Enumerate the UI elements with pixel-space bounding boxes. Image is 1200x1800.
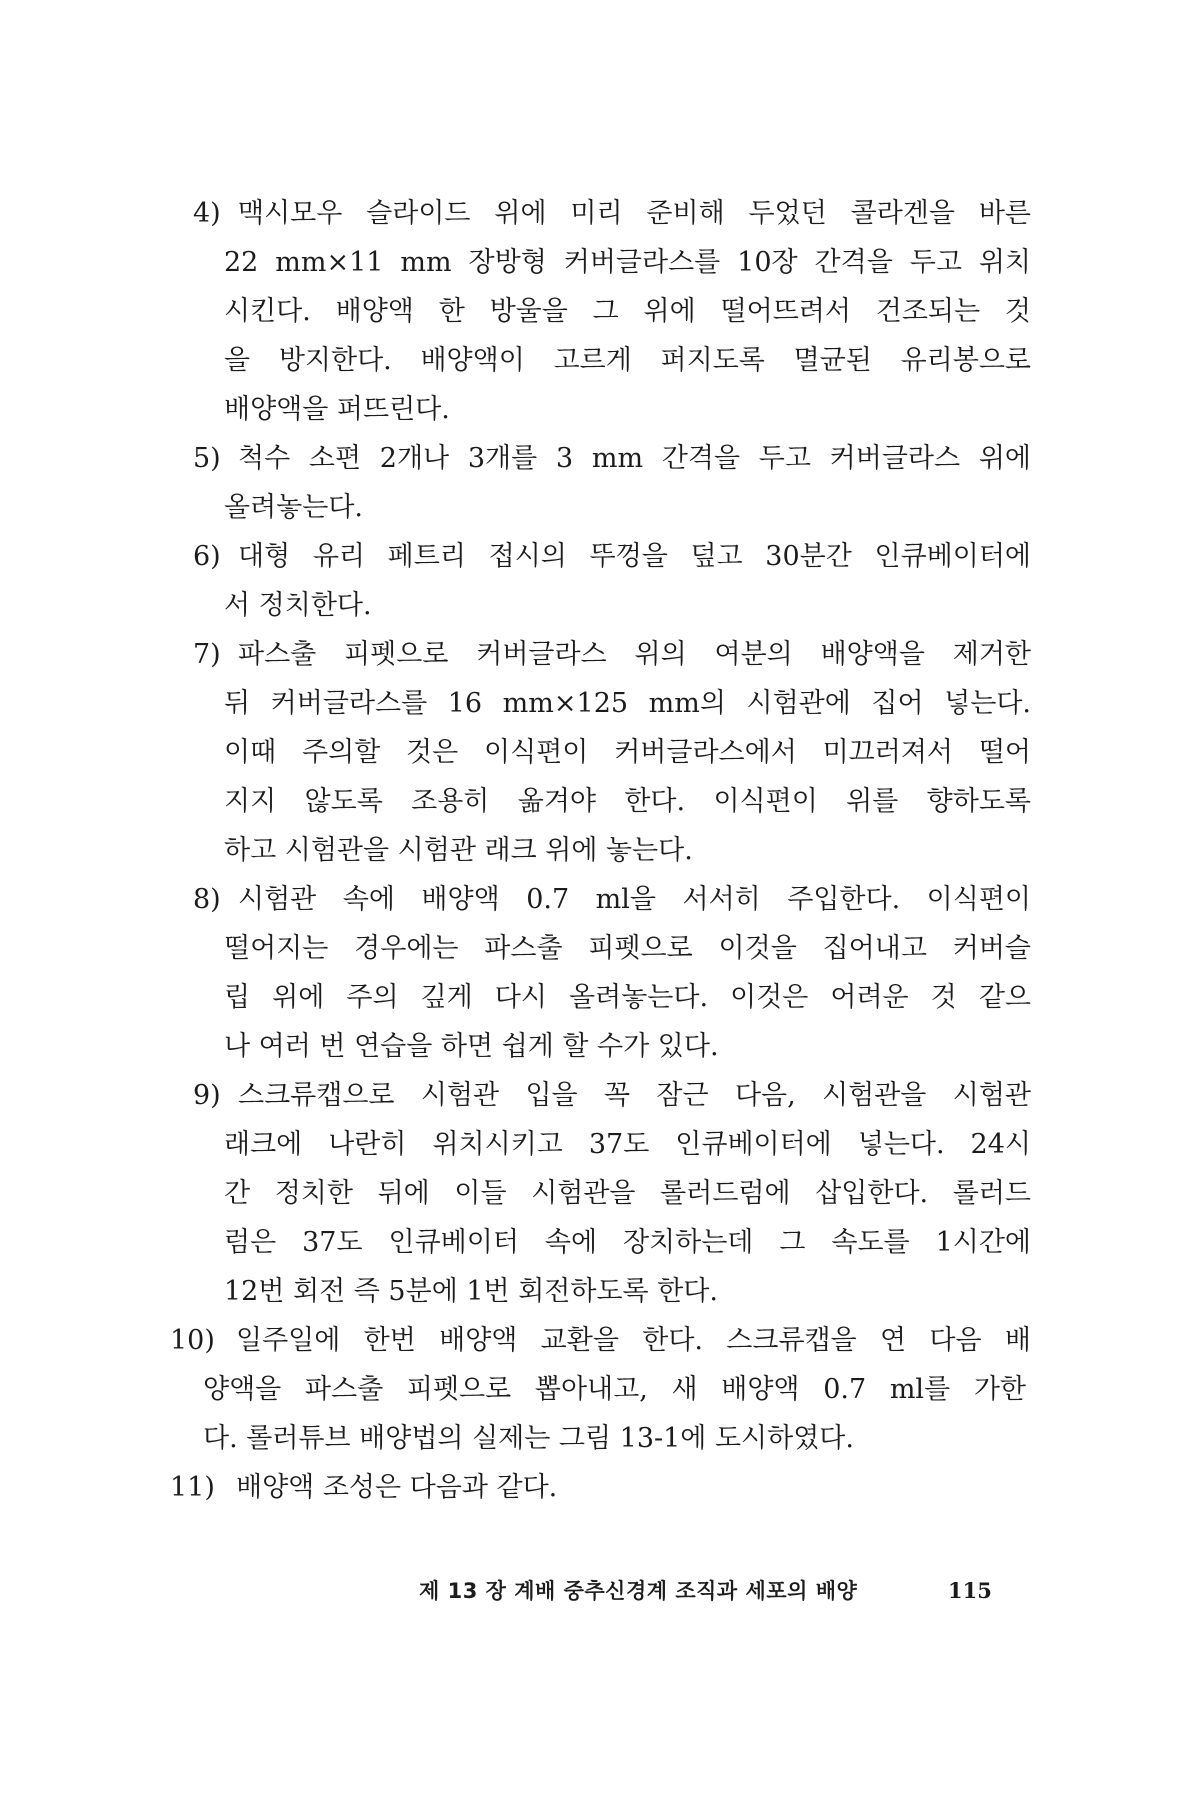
item-text: 대형 유리 페트리 접시의 뚜껑을 덮고 30분간 인큐베이터에 [238, 541, 1031, 572]
item-9-line-5: 12번 회전 즉 5분에 1번 회전하도록 한다. [224, 1276, 718, 1307]
item-number: 11) [170, 1472, 215, 1503]
item-7-line-5: 하고 시험관을 시험관 래크 위에 놓는다. [224, 835, 693, 866]
item-text: 척수 소편 2개나 3개를 3 mm 간격을 두고 커버글라스 위에 [238, 443, 1031, 474]
item-4-line-2: 22 mm×11 mm 장방형 커버글라스를 10장 간격을 두고 위치 [224, 247, 1031, 278]
item-number: 6) [193, 541, 221, 572]
item-8-line-2: 떨어지는 경우에는 파스출 피펫으로 이것을 집어내고 커버슬 [224, 933, 1031, 964]
item-number: 5) [193, 443, 221, 474]
item-10-line-2: 양액을 파스출 피펫으로 뽑아내고, 새 배양액 0.7 ml를 가한 [203, 1374, 1026, 1405]
item-number: 9) [193, 1080, 221, 1111]
item-7-line-2: 뒤 커버글라스를 16 mm×125 mm의 시험관에 집어 넣는다. [224, 688, 1031, 719]
item-text: 맥시모우 슬라이드 위에 미리 준비해 두었던 콜라겐을 바른 [238, 198, 1031, 229]
item-number: 7) [193, 639, 221, 670]
item-11-line-1 [170, 1463, 1031, 1512]
item-9-line-4: 럼은 37도 인큐베이터 속에 장치하는데 그 속도를 1시간에 [224, 1227, 1031, 1258]
item-8-line-1 [193, 875, 1031, 924]
item-4-line-4: 을 방지한다. 배양액이 고르게 퍼지도록 멸균된 유리봉으로 [224, 345, 1031, 376]
page-footer [419, 1576, 1039, 1606]
item-7-line-1 [193, 630, 1031, 679]
item-text: 일주일에 한번 배양액 교환을 한다. 스크류캡을 연 다음 배 [236, 1325, 1031, 1356]
item-number: 4) [193, 198, 221, 229]
item-5-line-2: 올려놓는다. [224, 492, 363, 523]
item-10-line-3: 다. 롤러튜브 배양법의 실제는 그림 13-1에 도시하였다. [203, 1423, 854, 1454]
item-text: 파스출 피펫으로 커버글라스 위의 여분의 배양액을 제거한 [238, 639, 1031, 670]
item-6-line-1 [193, 532, 1031, 581]
item-7-line-3: 이때 주의할 것은 이식편이 커버글라스에서 미끄러져서 떨어 [224, 737, 1031, 768]
item-9-line-1 [193, 1071, 1031, 1120]
item-5-line-1 [193, 434, 1031, 483]
item-6-line-2: 서 정치한다. [224, 590, 372, 621]
item-7-line-4: 지지 않도록 조용히 옮겨야 한다. 이식편이 위를 향하도록 [224, 786, 1031, 817]
item-text: 시험관 속에 배양액 0.7 ml을 서서히 주입한다. 이식편이 [238, 884, 1031, 915]
item-number: 10) [170, 1325, 215, 1356]
item-4-line-3: 시킨다. 배양액 한 방울을 그 위에 떨어뜨려서 건조되는 것 [224, 296, 1031, 327]
item-9-line-2: 래크에 나란히 위치시키고 37도 인큐베이터에 넣는다. 24시 [224, 1129, 1031, 1160]
item-text: 스크류캡으로 시험관 입을 꼭 잠근 다음, 시험관을 시험관 [238, 1080, 1031, 1111]
item-text: 배양액 조성은 다음과 같다. [236, 1472, 558, 1503]
item-4-line-1 [193, 189, 1031, 238]
item-4-line-5: 배양액을 퍼뜨린다. [224, 394, 450, 425]
page-number: 115 [948, 1578, 992, 1603]
item-8-line-4: 나 여러 번 연습을 하면 쉽게 할 수가 있다. [224, 1031, 719, 1062]
running-head: 제 13 장 계배 중추신경계 조직과 세포의 배양 [419, 1579, 858, 1603]
item-number: 8) [193, 884, 221, 915]
item-8-line-3: 립 위에 주의 깊게 다시 올려놓는다. 이것은 어려운 것 같으 [224, 982, 1031, 1013]
item-9-line-3: 간 정치한 뒤에 이들 시험관을 롤러드럼에 삽입한다. 롤러드 [224, 1178, 1031, 1209]
item-10-line-1 [170, 1316, 1031, 1365]
